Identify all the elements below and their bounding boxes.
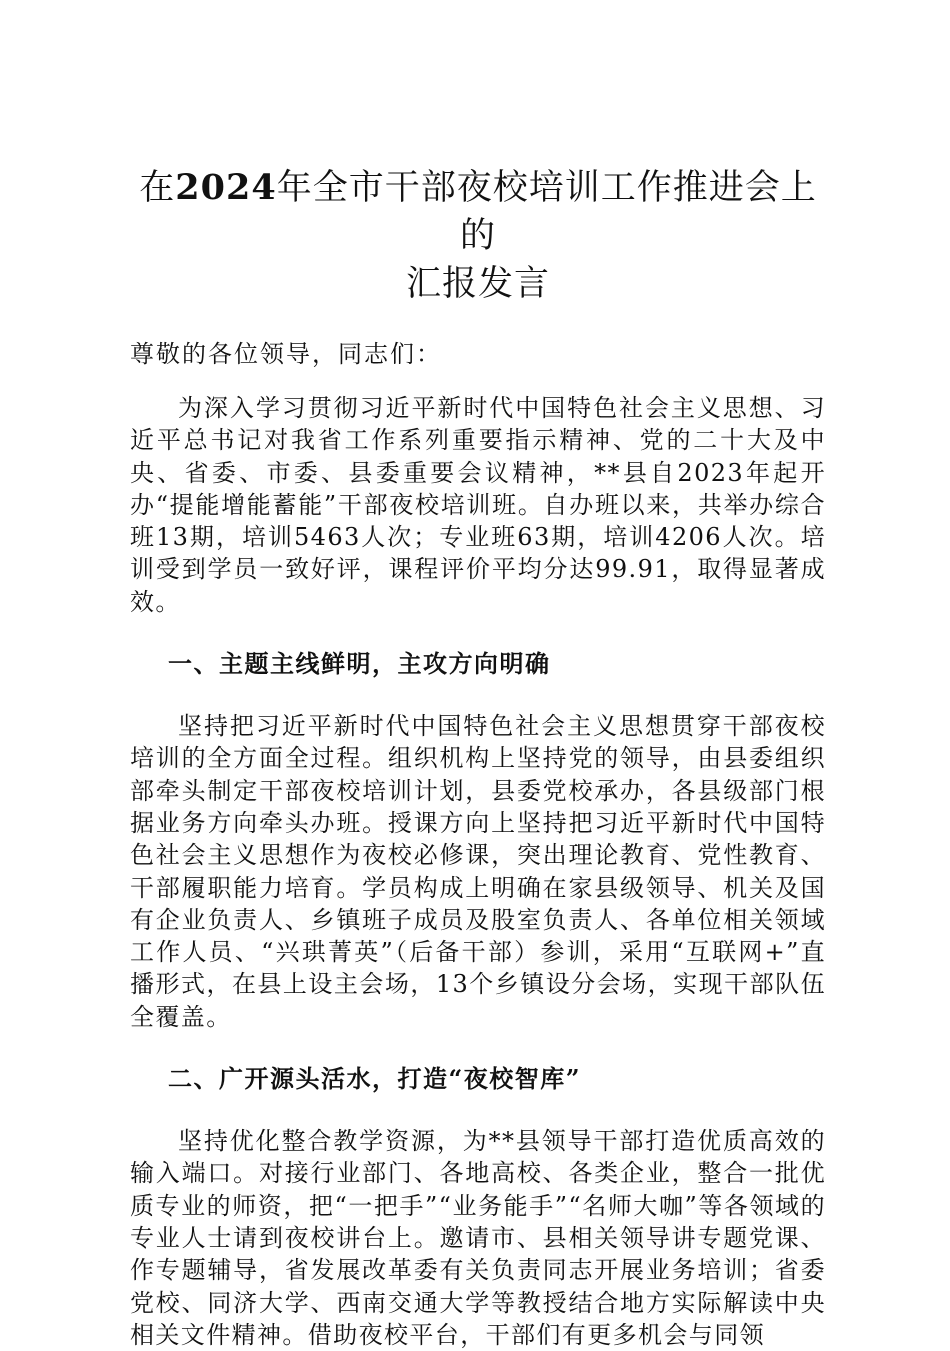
title-line1-pre: 在 xyxy=(139,168,176,208)
document-title xyxy=(130,164,826,308)
intro-paragraph: 为深入学习贯彻习近平新时代中国特色社会主义思想、习近平总书记对我省工作系列重要指示精神、党的二十大及中央、省委、市委、县委重要会议精神，**县自2023年起开办“提能增能蓄能”干部夜校培训班。自办班以来，共举办综合班13期，培训5463人次；专业班63期，培训4206人次。培训受到学员一致好评，课程评价平均分达99.91，取得显著成效。 xyxy=(130,394,826,616)
title-line1-post: 年全市干部夜校培训工作推进会上的 xyxy=(276,168,817,256)
greeting: 尊敬的各位领导，同志们： xyxy=(130,340,442,368)
section-body-2: 坚持优化整合教学资源，为**县领导干部打造优质高效的输入端口。对接行业部门、各地高校、各类企业，整合一批优质专业的师资，把“一把手”“业务能手”“名师大咖”等各领域的专业人士请到夜校讲台上。邀请市、县相关领导讲专题党课、作专题辅导，省发展改革委有关负责同志开展业务培训；省委党校、同济大学、西南交通大学等教授结合地方实际解读中央相关文件精神。借助夜校平台，干部们有更多机会与同领 xyxy=(130,1127,826,1349)
title-line2: 汇报发言 xyxy=(405,264,550,304)
section-body-1: 坚持把习近平新时代中国特色社会主义思想贯穿干部夜校培训的全方面全过程。组织机构上坚持党的领导，由县委组织部牵头制定干部夜校培训计划，县委党校承办，各县级部门根据业务方向牵头办班。授课方向上坚持把习近平新时代中国特色社会主义思想作为夜校必修课，突出理论教育、党性教育、干部履职能力培育。学员构成上明确在家县级领导、机关及国有企业负责人、乡镇班子成员及股室负责人、各单位相关领域工作人员、“兴珙菁英”（后备干部）参训，采用“互联网+”直播形式，在县上设主会场，13个乡镇设分会场，实现干部队伍全覆盖。 xyxy=(130,712,826,1031)
section-heading-1: 一、主题主线鲜明，主攻方向明确 xyxy=(168,649,551,679)
title-year: 2024 xyxy=(175,167,277,208)
document-body xyxy=(130,164,826,1351)
section-heading-2: 二、广开源头活水，打造“夜校智库” xyxy=(168,1064,582,1094)
